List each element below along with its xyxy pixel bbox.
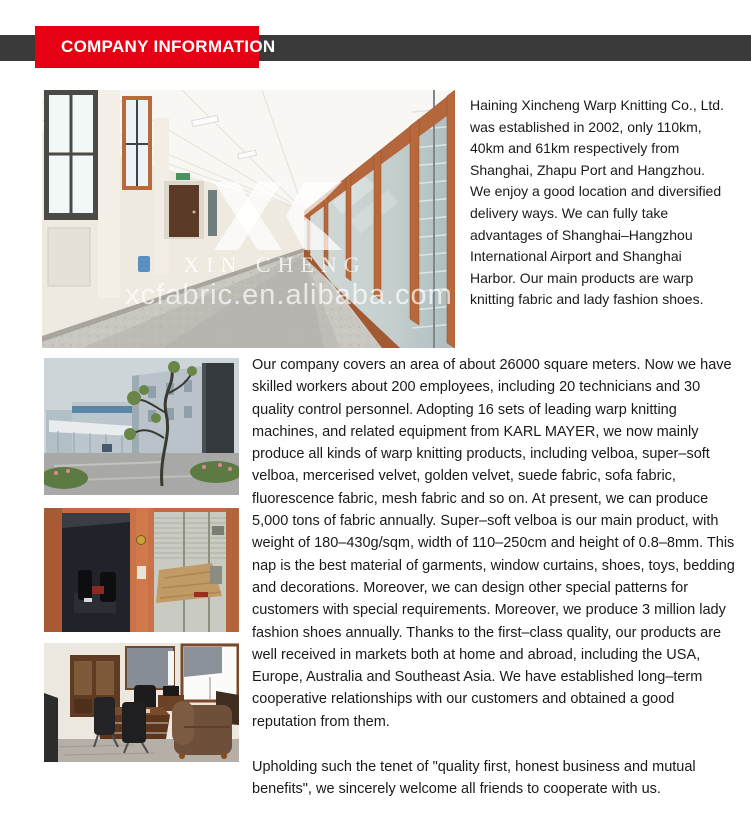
details-paragraph-2: Upholding such the tenet of "quality first, honest business and mutual benefits", we sincerely welcome all friends to cooperate with us. xyxy=(252,759,696,798)
partition-glass-room xyxy=(154,512,226,632)
partition-right-frame xyxy=(226,508,239,632)
office-photo-illustration xyxy=(44,643,239,762)
factory-photo-illustration xyxy=(44,358,239,495)
hallway-photo-illustration xyxy=(42,90,455,348)
office-room-photo xyxy=(44,643,239,762)
watermark-url-text: xcfabric.en.alibaba.com xyxy=(125,279,453,311)
partition-dark-office xyxy=(62,513,130,632)
office-window-center xyxy=(126,647,174,689)
partition-photo-illustration xyxy=(44,508,239,632)
watermark-brand-text: XIN CHENG xyxy=(183,252,367,277)
partition-center-pillar xyxy=(130,508,154,632)
intro-paragraph: Haining Xincheng Warp Knitting Co., Ltd. was established in 2002, only 110km, 40km and 61km respectively from Shanghai, Zhapu Port and Hangzhou. We enjoy a good location and diversified delivery ways. We can fully take advantages of Shanghai–Hangzhou International Airport and Shanghai Harbor. Our main products are warp knitting fabric and lady fashion shoes. xyxy=(470,97,724,308)
section-title xyxy=(35,26,276,68)
company-details-text xyxy=(252,354,742,801)
factory-exterior-photo xyxy=(44,358,239,495)
company-intro-text xyxy=(470,95,728,311)
office-hallway-photo xyxy=(42,90,455,348)
office-window-right xyxy=(182,645,238,701)
section-title-text: COMPANY INFORMATION xyxy=(61,37,276,56)
office-partition-photo xyxy=(44,508,239,632)
office-coat-rack xyxy=(44,693,58,762)
details-paragraph-1: Our company covers an area of about 26000 square meters. Now we have skilled workers about 200 employees, including 20 technicians and 30 quality control personnel. Adopting 16 sets of leading warp knitting machines, and related equipment from KARL MAYER, we now mainly produce all kinds of warp knitting products, including velboa, super–soft velboa, mercerised velvet, golden velvet, suede fabric, sofa fabric, fluorescence fabric, mesh fabric and so on. At present, we can produce 5,000 tons of fabric annually. Super–soft velboa is our main product, with weight of 180–430g/sqm, width of 110–250cm and height of 0.8–8mm. This nap is the best material of garments, window curtains, shoes, toys, bedding and decorations. Moreover, we can design other special patterns for customers with special requirements. Moreover, we produce 3 million lady fashion shoes annually. Thanks to the first–class quality, our products are well received in markets both at home and abroad, including the USA, Europe, Australia and Southeast Asia. We have established long–term cooperative relationships with our customers and obtained a good reputation from them. xyxy=(252,357,735,730)
